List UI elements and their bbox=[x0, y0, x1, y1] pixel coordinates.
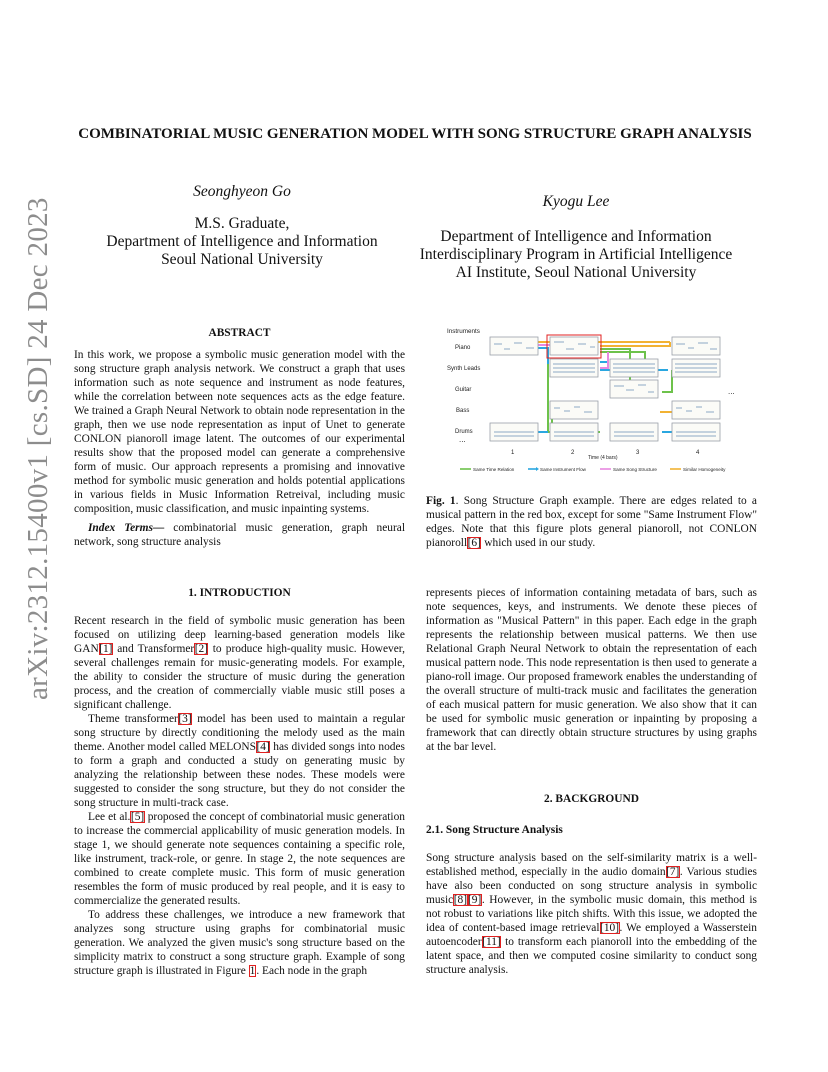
citation-link[interactable]: [1] bbox=[99, 643, 113, 655]
axis-tick-label: 1 bbox=[511, 450, 515, 456]
citation-link[interactable]: [3] bbox=[178, 713, 192, 725]
background-section bbox=[426, 792, 757, 977]
citation-link[interactable]: [4] bbox=[256, 741, 270, 753]
background-heading: 2. BACKGROUND bbox=[544, 793, 639, 805]
author-block-1 bbox=[72, 183, 412, 269]
index-terms-label: Index Terms— bbox=[88, 522, 165, 534]
affiliation-line: Department of Intelligence and Information bbox=[106, 233, 378, 250]
figure-header: Instruments bbox=[447, 328, 480, 335]
legend-label: Same Time Relation bbox=[473, 467, 515, 472]
abstract-heading: ABSTRACT bbox=[208, 327, 271, 339]
author-name: Seonghyeon Go bbox=[193, 183, 291, 200]
citation-link[interactable]: [7] bbox=[666, 866, 680, 878]
legend-label: Same Song Structure bbox=[613, 467, 657, 472]
song-structure-graph-figure bbox=[440, 322, 760, 474]
intro-paragraph-2: Theme transformer[3] model has been used to maintain a regular song structure by directly conditioning the melody used as the main theme. Another model called MELONS[4] has divided songs into nodes to form a graph and conducted a study on generating music by analyzing the relationship between these nodes. These models were suggested to consider the song structure, but they do not consider the song structure in multi-track case. bbox=[74, 713, 405, 809]
axis-label: Time (4 bars) bbox=[588, 455, 618, 461]
citation-link[interactable]: [10] bbox=[600, 922, 620, 934]
intro-paragraph-1: Recent research in the field of symbolic music generation has been focused on utilizing deep learning-based generation models like GAN[1] and Transformer[2] to produce high-quality music. However, several challenges remain for music-generating models. For example, the ability to consider the structure of music during the generation process, and the creation of commercially viable music still poses a significant challenge. bbox=[74, 615, 405, 711]
subsection-heading: 2.1. Song Structure Analysis bbox=[426, 824, 563, 836]
affiliation-line: Seoul National University bbox=[161, 251, 323, 268]
author-affiliation bbox=[410, 228, 742, 282]
figure-row-label: Drums bbox=[455, 429, 473, 435]
intro-continued bbox=[426, 586, 757, 754]
background-paragraph-1: Song structure analysis based on the self-similarity matrix is a well-established method, especially in the audio domain[7]. Various studies have also been conducted on song structure analysis in symbolic music[8][9]. However, in the symbolic music domain, this method is not robust to variations like pitch shifts. With this issue, we adopted the idea of content-based image retrieval[10]. We employed a Wasserstein autoencoder[11] to transform each pianoroll into the embedding of the latent space, and then we computed cosine similarity to conduct song structure analysis. bbox=[426, 852, 757, 976]
caption-label: Fig. 1 bbox=[426, 495, 456, 507]
figure-row-label: Guitar bbox=[455, 387, 472, 393]
citation-link[interactable]: [6] bbox=[467, 537, 481, 549]
affiliation-line: Interdisciplinary Program in Artificial Intelligence bbox=[419, 246, 733, 263]
abstract-section bbox=[74, 326, 405, 549]
figure-row-label: Piano bbox=[455, 345, 471, 351]
axis-tick-label: 3 bbox=[636, 450, 640, 456]
legend-label: Similar Homogeneity bbox=[683, 467, 726, 472]
figure-ellipsis: ... bbox=[728, 387, 735, 396]
introduction-section bbox=[74, 586, 405, 978]
arxiv-identifier: arXiv:2312.15400v1 [cs.SD] 24 Dec 2023 bbox=[22, 197, 54, 700]
figure-legend bbox=[460, 467, 726, 472]
author-name: Kyogu Lee bbox=[542, 193, 610, 210]
citation-link[interactable]: [9] bbox=[468, 894, 482, 906]
abstract-text: In this work, we propose a symbolic music generation model with the song structure graph analysis network. We construct a graph that uses information such as note sequence and instrument as node features, while the correlation between note sequences acts as the edge feature. We trained a Graph Neural Network to obtain node representation in the graph, then we use node representation as input of Unet to generate CONLON pianoroll image latent. The outcomes of our experimental results show that the proposed model can generate a comprehensive form of music. Our approach represents a promising and innovative method for symbolic music generation and holds potential applications in various fields in Music Information Retreival, including music composition, music classification, and music inpainting systems. bbox=[74, 349, 405, 515]
citation-link[interactable]: [2] bbox=[194, 643, 208, 655]
figure-more-rows: ... bbox=[459, 435, 466, 444]
affiliation-line: M.S. Graduate, bbox=[194, 215, 290, 232]
intro-paragraph-4: To address these challenges, we introduce a new framework that analyzes song structure using graphs for combinatorial music generation. We analyzed the given music's song structure based on the simplicity matrix to construct a song structure graph. Example of song structure graph is illustrated in Figure 1. Each node in the graph bbox=[74, 909, 405, 977]
legend-label: Same Instrument Flow bbox=[540, 467, 586, 472]
figure-row-label: Synth Leads bbox=[447, 366, 481, 372]
author-affiliation bbox=[72, 215, 412, 269]
figure-row-label: Bass bbox=[456, 408, 470, 414]
axis-tick-label: 4 bbox=[696, 450, 700, 456]
figure-link[interactable]: 1 bbox=[249, 965, 256, 977]
index-terms-text: combinatorial music generation, graph neural network, song structure analysis bbox=[74, 522, 405, 548]
paper-title: COMBINATORIAL MUSIC GENERATION MODEL WITH SONG STRUCTURE GRAPH ANALYSIS bbox=[78, 126, 752, 142]
axis-tick-label: 2 bbox=[571, 450, 575, 456]
citation-link[interactable]: [11] bbox=[482, 936, 501, 948]
citation-link[interactable]: [8] bbox=[453, 894, 468, 906]
citation-link[interactable]: [5] bbox=[130, 811, 145, 823]
legend-arrow-icon bbox=[536, 467, 539, 471]
affiliation-line: AI Institute, Seoul National University bbox=[455, 264, 697, 281]
index-terms bbox=[74, 521, 405, 549]
author-block-2 bbox=[410, 193, 742, 282]
pianoroll-notes bbox=[494, 342, 717, 436]
figure-caption: Fig. 1. Song Structure Graph example. There are edges related to a musical pattern in the red box, except for some "Same Instrument Flow" edges. Note that this figure plots general pianoroll, not CONLON pianoroll[6] which used in our study. bbox=[426, 495, 757, 549]
affiliation-line: Department of Intelligence and Information bbox=[440, 228, 712, 245]
intro-paragraph-5: represents pieces of information containing metadata of bars, such as note sequences, keys, and instruments. We denote these pieces of information as "Musical Pattern" in this paper. Each edge in the graph represents the relationship between musical patterns. We then use Relational Graph Neural Network to obtain the representation of each musical pattern node. This node representation is then used to generate a piano-roll image. Our proposed framework enables the understanding of the overall structure of multi-track music and facilitates the generation of each musical pattern for music generation. We also show that it can be used for symbolic music generation or inpainting by proposing a framework that can directly obtain structure structures by using graphs at the bar level. bbox=[426, 587, 757, 753]
introduction-heading: 1. INTRODUCTION bbox=[188, 587, 291, 599]
intro-paragraph-3: Lee et al.[5] proposed the concept of combinatorial music generation to increase the commercial applicability of music generation models. In stage 1, we should generate note sequences containing a specific role, like instrument, track-role, or genre. In stage 2, the note sequences are combined to create complete music. This form of music generation resembles the form of music produced by real people, and it is easy to commercialize the generated results. bbox=[74, 811, 405, 907]
